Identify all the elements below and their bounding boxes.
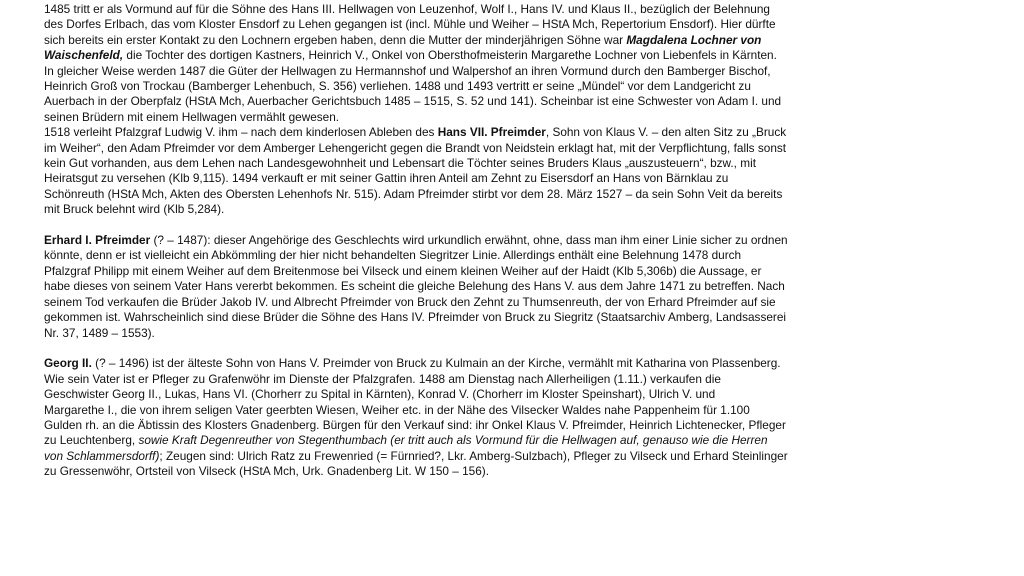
- text-line: [44, 110, 986, 125]
- text-run: Georg II.: [44, 356, 92, 371]
- text-run: Auerbach in der Oberpfalz (HStA Mch, Auerbacher Gerichtsbuch 1485 – 1515, S. 52 und 141). Scheinbar ist eine Schwester von Adam I. und: [44, 94, 782, 109]
- text-run: 1485 tritt er als Vormund auf für die Söhne des Hans III. Hellwagen von Leuzenhof, Wolf I., Hans IV. und Klaus II., bezüglich der Belehnung: [44, 2, 770, 16]
- text-run: kein Gut vorhanden, aus dem Lehen nach Landesgewohnheit und Lebensart die Töchter seines Bruders Klaus „auszusteuern“, bzw., mit: [44, 156, 756, 171]
- text-run: Heinrich Groß von Trockau (Bamberger Lehenbuch, S. 356) verliehen. 1488 und 1493 vertritt er seine „Mündel“ vor dem Landgericht zu: [44, 79, 751, 94]
- text-line: [44, 464, 986, 479]
- text-line: [44, 48, 986, 63]
- text-run: im Weiher“, den Adam Pfreimder vor dem Amberger Lehengericht gegen die Brandt von Neidstein erklagt hat, mit der Verpflichtung, falls sonst: [44, 140, 787, 155]
- text-line: [44, 326, 986, 341]
- text-run: seinen Brüdern mit einem Hellwagen vermählt gewesen.: [44, 109, 340, 124]
- text-line: [44, 449, 986, 464]
- text-line: [44, 295, 986, 310]
- text-line: [44, 171, 986, 186]
- text-run: zu Gressenwöhr, Ortsteil von Vilseck (HStA Mch, Urk. Gnadenberg Lit. W 150 – 156).: [44, 464, 489, 479]
- text-line: [44, 33, 986, 48]
- text-run: des Dorfes Erlbach, das vom Kloster Ensdorf zu Lehen gegangen ist (incl. Mühle und Weiher – HStA Mch, Repertorium Ensdorf). Hier dürfte: [44, 17, 776, 32]
- text-line: [44, 2, 986, 17]
- text-line: [44, 403, 986, 418]
- text-line: [44, 79, 986, 94]
- text-run: 1518 verleiht Pfalzgraf Ludwig V. ihm – nach dem kinderlosen Ableben des: [44, 125, 438, 140]
- text-line: [44, 248, 986, 263]
- text-run: Nr. 37, 1489 – 1553).: [44, 325, 155, 340]
- text-run: von Schlammersdorff): [44, 448, 160, 463]
- text-line: [44, 233, 986, 248]
- text-run: (? – 1496) ist der älteste Sohn von Hans V. Preimder von Bruck zu Kulmain an der Kirche, vermählt mit Katharina von Plassenberg.: [91, 356, 781, 371]
- text-run: sich bereits ein erster Kontakt zu den Lochnern ergeben haben, denn die Mutter der minderjährigen Söhne war: [44, 32, 627, 47]
- text-line: [44, 156, 986, 171]
- text-run: Pfalzgraf Philipp mit einem Weiher auf dem Breitenmose bei Vilseck und einem kleinen Weiher auf der Haidt (Klb 5,306b) die Aussage, er: [44, 263, 762, 278]
- text-run: Margarethe I., die von ihrem seligen Vater geerbten Wiesen, Weiher etc. in der Nähe des Vilsecker Waldes nahe Pappenheim für 1.100: [44, 402, 750, 417]
- text-run: , Sohn von Klaus V. – den alten Sitz zu „Bruck: [545, 125, 787, 140]
- paragraph-gap: [44, 218, 986, 233]
- text-line: [44, 372, 986, 387]
- text-run: Geschwister Georg II., Lukas, Hans VI. (Chorherr zu Spital in Kärnten), Konrad V. (Chorherr im Kloster Speinshart), Ulrich V. und: [44, 387, 716, 402]
- text-line: [44, 356, 986, 371]
- text-line: [44, 387, 986, 402]
- text-run: könnte, denn er ist vielleicht ein Abkömmling der hier nicht behandelten Siegritzer Linie. Allerdings enthält eine Belehnung 1478 durch: [44, 248, 742, 263]
- text-run: Schönreuth (HStA Mch, Akten des Obersten Lehenhofs Nr. 515). Adam Pfreimder stirbt vor dem 28. März 1527 – da sein Sohn Veit da bereits: [44, 186, 783, 201]
- text-line: [44, 94, 986, 109]
- paragraph: [44, 233, 986, 341]
- text-line: [44, 279, 986, 294]
- paragraph: [44, 356, 986, 479]
- paragraph: [44, 2, 986, 218]
- text-run: zu Leuchtenberg,: [44, 433, 139, 448]
- text-line: [44, 433, 986, 448]
- text-run: seinem Tod verkaufen die Brüder Jakob IV. und Albrecht Pfreimder von Bruck den Zehnt zu Thumsenreuth, der von Erhard Pfreimder auf sie: [44, 294, 776, 309]
- text-run: (? – 1487): dieser Angehörige des Geschlechts wird urkundlich erwähnt, ohne, dass man ihm einer Linie sicher zu ordnen: [150, 233, 788, 248]
- text-line: [44, 310, 986, 325]
- text-line: [44, 264, 986, 279]
- text-line: [44, 418, 986, 433]
- text-run: sowie Kraft Degenreuther von Stegenthumbach (er tritt auch als Vormund für die Hellwagen auf, genauso wie die Herren: [138, 433, 768, 448]
- text-run: Wie sein Vater ist er Pfleger zu Grafenwöhr im Dienste der Pfalzgrafen. 1488 am Dienstag nach Allerheiligen (1.11.) verkaufen die: [44, 371, 721, 386]
- text-line: [44, 202, 986, 217]
- text-run: Erhard I. Pfreimder: [44, 233, 151, 248]
- text-line: [44, 125, 986, 140]
- text-line: [44, 64, 986, 79]
- text-line: [44, 141, 986, 156]
- text-run: ; Zeugen sind: Ulrich Ratz zu Frewenried (= Fürnried?, Lkr. Amberg-Sulzbach), Pfleger zu Vilseck und Erhard Steinlinger: [159, 448, 788, 463]
- text-run: Magdalena Lochner von: [626, 32, 762, 47]
- text-run: Waischenfeld,: [44, 48, 124, 63]
- document-page: [44, 2, 986, 480]
- text-line: [44, 17, 986, 32]
- text-run: mit Bruck belehnt wird (Klb 5,284).: [44, 202, 225, 217]
- text-run: Heiratsgut zu versehen (Klb 9,115). 1494 verkauft er mit seiner Gattin ihren Anteil am Zehnt zu Eisersdorf an Hans von Bärnklau zu: [44, 171, 729, 186]
- text-run: In gleicher Weise werden 1487 die Güter der Hellwagen zu Hermannshof und Walpershof an ihren Vormund durch den Bamberger Bischof,: [44, 63, 771, 78]
- text-run: Gulden rh. an die Äbtissin des Klosters Gnadenberg. Bürgen für den Verkauf sind: ihr Onkel Klaus V. Pfreimder, Heinrich Lichtenecker, Pfleger: [44, 417, 786, 432]
- text-line: [44, 187, 986, 202]
- text-run: Hans VII. Pfreimder: [437, 125, 546, 140]
- text-run: gekommen ist. Wahrscheinlich sind diese Brüder die Söhne des Hans IV. Pfreimder von Bruck zu Siegritz (Staatsarchiv Amberg, Landsasserei: [44, 310, 787, 325]
- text-run: die Tochter des dortigen Kastners, Heinrich V., Onkel von Obersthofmeisterin Margarethe Lochner von Liebenfels in Kärnten.: [123, 48, 777, 63]
- paragraph-gap: [44, 341, 986, 356]
- text-run: habe dieses von seinem Vater Hans vererbt bekommen. Es scheint die gleiche Belehung des Hans V. aus dem Jahre 1471 zu betreffen. Nach: [44, 279, 785, 294]
